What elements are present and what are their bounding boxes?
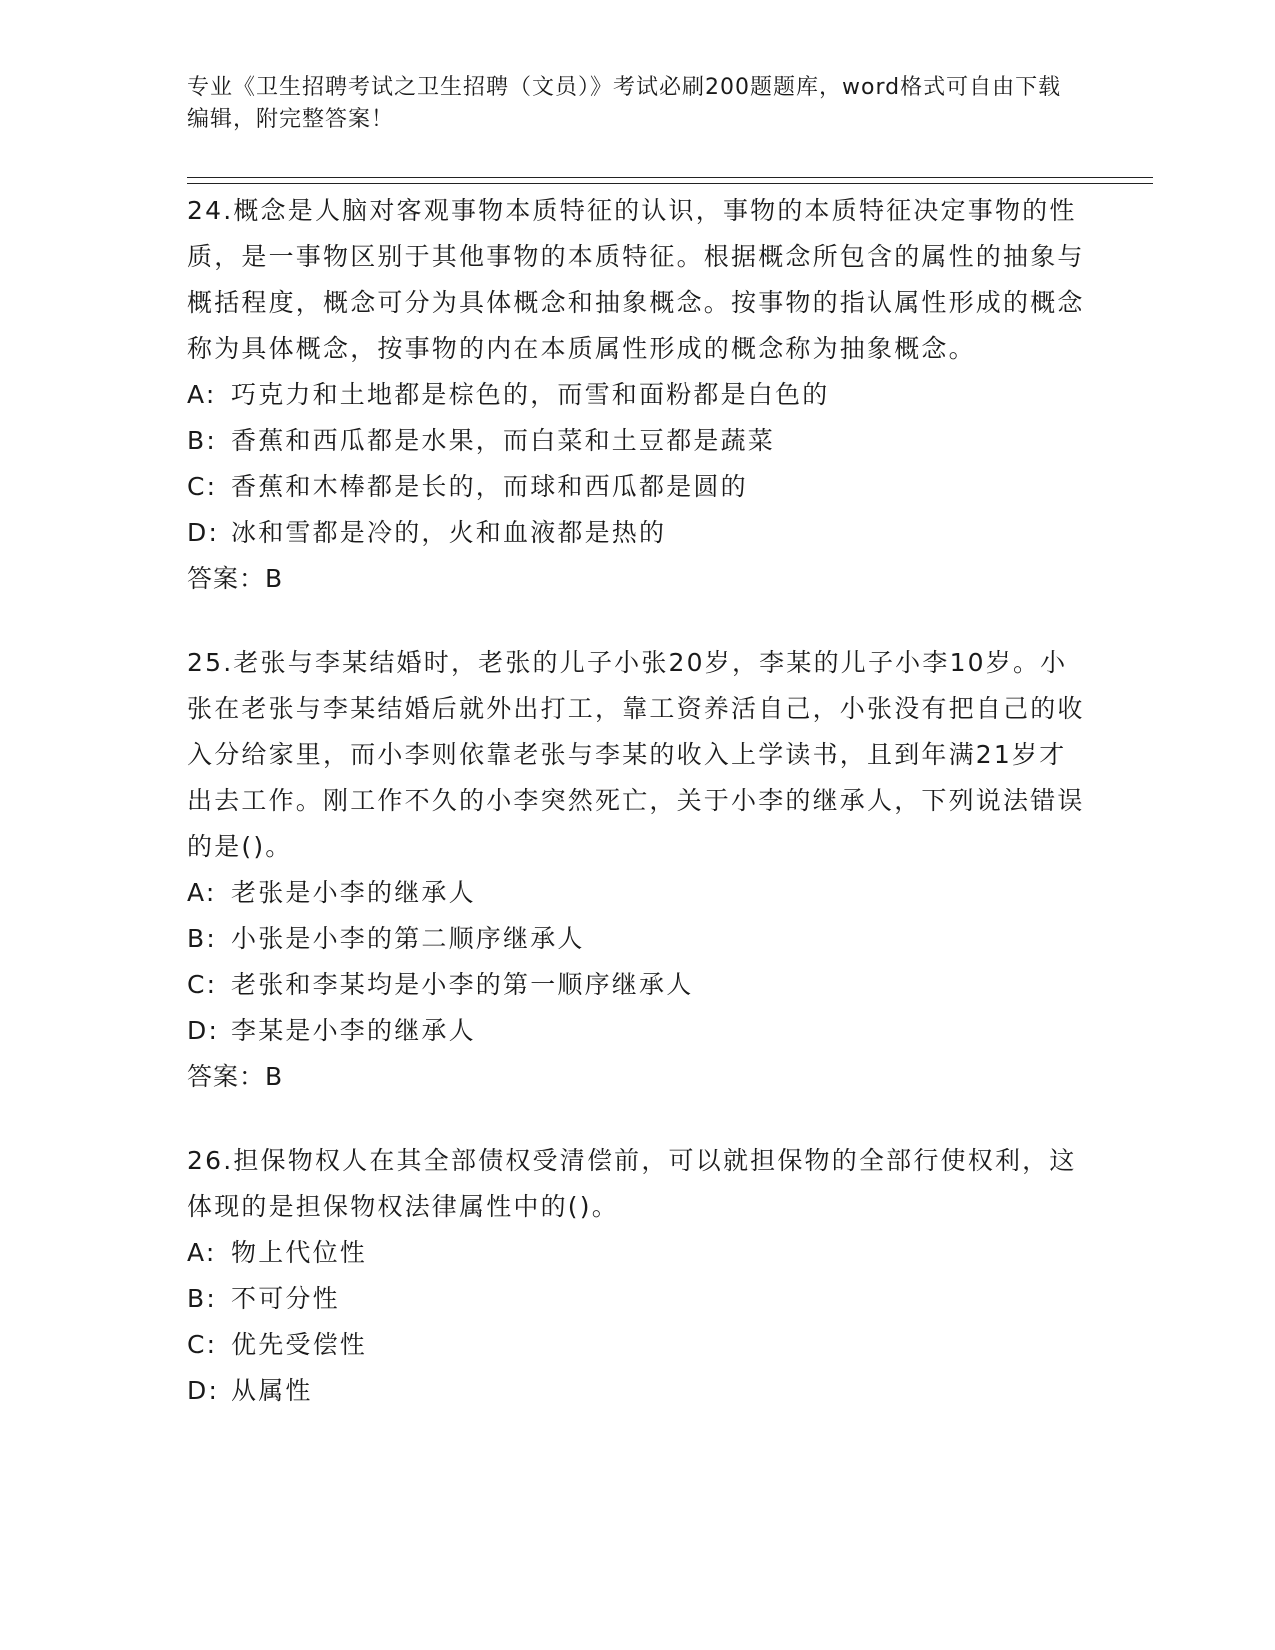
option-letter: C:: [187, 472, 218, 501]
option-letter: D:: [187, 518, 220, 547]
answer-line: 答案：B: [187, 564, 284, 593]
option-text: 老张是小李的继承人: [231, 878, 476, 907]
option-c: [187, 464, 1087, 510]
question-24: [187, 188, 1087, 602]
option-text: 老张和李某均是小李的第一顺序继承人: [231, 970, 694, 999]
option-text: 香蕉和木棒都是长的，而球和西瓜都是圆的: [231, 472, 748, 501]
option-letter: B:: [187, 1284, 217, 1313]
option-c: [187, 962, 1087, 1008]
option-text: 物上代位性: [231, 1238, 368, 1267]
option-text: 优先受偿性: [231, 1330, 368, 1359]
document-header: 专业《卫生招聘考试之卫生招聘（文员）》考试必刷200题题库，word格式可自由下载编辑，附完整答案！: [187, 75, 1062, 132]
option-text: 香蕉和西瓜都是水果，而白菜和土豆都是蔬菜: [231, 426, 776, 455]
option-c: [187, 1322, 1087, 1368]
question-list: [187, 188, 1087, 1414]
question-stem: 25.老张与李某结婚时，老张的儿子小张20岁，李某的儿子小李10岁。小张在老张与李某结婚后就外出打工，靠工资养活自己，小张没有把自己的收入分给家里，而小李则依靠老张与李某的收入上学读书，且到年满21岁才出去工作。刚工作不久的小李突然死亡，关于小李的继承人，下列说法错误的是()。: [187, 648, 1085, 861]
option-letter: B:: [187, 924, 217, 953]
question-spacer: [187, 1100, 1087, 1138]
answer-line: 答案：B: [187, 1062, 284, 1091]
option-d: [187, 510, 1087, 556]
option-d: [187, 1008, 1087, 1054]
question-spacer: [187, 602, 1087, 640]
header-divider-bottom: [187, 183, 1153, 184]
option-b: [187, 1276, 1087, 1322]
option-b: [187, 916, 1087, 962]
option-text: 李某是小李的继承人: [231, 1016, 476, 1045]
option-text: 冰和雪都是冷的，火和血液都是热的: [231, 518, 667, 547]
option-d: [187, 1368, 1087, 1414]
option-letter: D:: [187, 1016, 220, 1045]
header-divider-top: [187, 177, 1153, 178]
option-a: [187, 372, 1087, 418]
option-letter: A:: [187, 380, 217, 409]
option-a: [187, 1230, 1087, 1276]
option-text: 不可分性: [231, 1284, 340, 1313]
option-text: 巧克力和土地都是棕色的，而雪和面粉都是白色的: [231, 380, 830, 409]
option-letter: C:: [187, 1330, 218, 1359]
question-stem: 24.概念是人脑对客观事物本质特征的认识，事物的本质特征决定事物的性质，是一事物区别于其他事物的本质特征。根据概念所包含的属性的抽象与概括程度，概念可分为具体概念和抽象概念。按事物的指认属性形成的概念称为具体概念，按事物的内在本质属性形成的概念称为抽象概念。: [187, 196, 1085, 363]
option-letter: A:: [187, 1238, 217, 1267]
question-25: [187, 640, 1087, 1100]
option-b: [187, 418, 1087, 464]
option-text: 小张是小李的第二顺序继承人: [231, 924, 585, 953]
question-26: [187, 1138, 1087, 1414]
option-letter: D:: [187, 1376, 220, 1405]
option-letter: C:: [187, 970, 218, 999]
option-a: [187, 870, 1087, 916]
option-text: 从属性: [231, 1376, 313, 1405]
option-letter: B:: [187, 426, 217, 455]
option-letter: A:: [187, 878, 217, 907]
question-stem: 26.担保物权人在其全部债权受清偿前，可以就担保物的全部行使权利，这体现的是担保物权法律属性中的()。: [187, 1146, 1077, 1221]
